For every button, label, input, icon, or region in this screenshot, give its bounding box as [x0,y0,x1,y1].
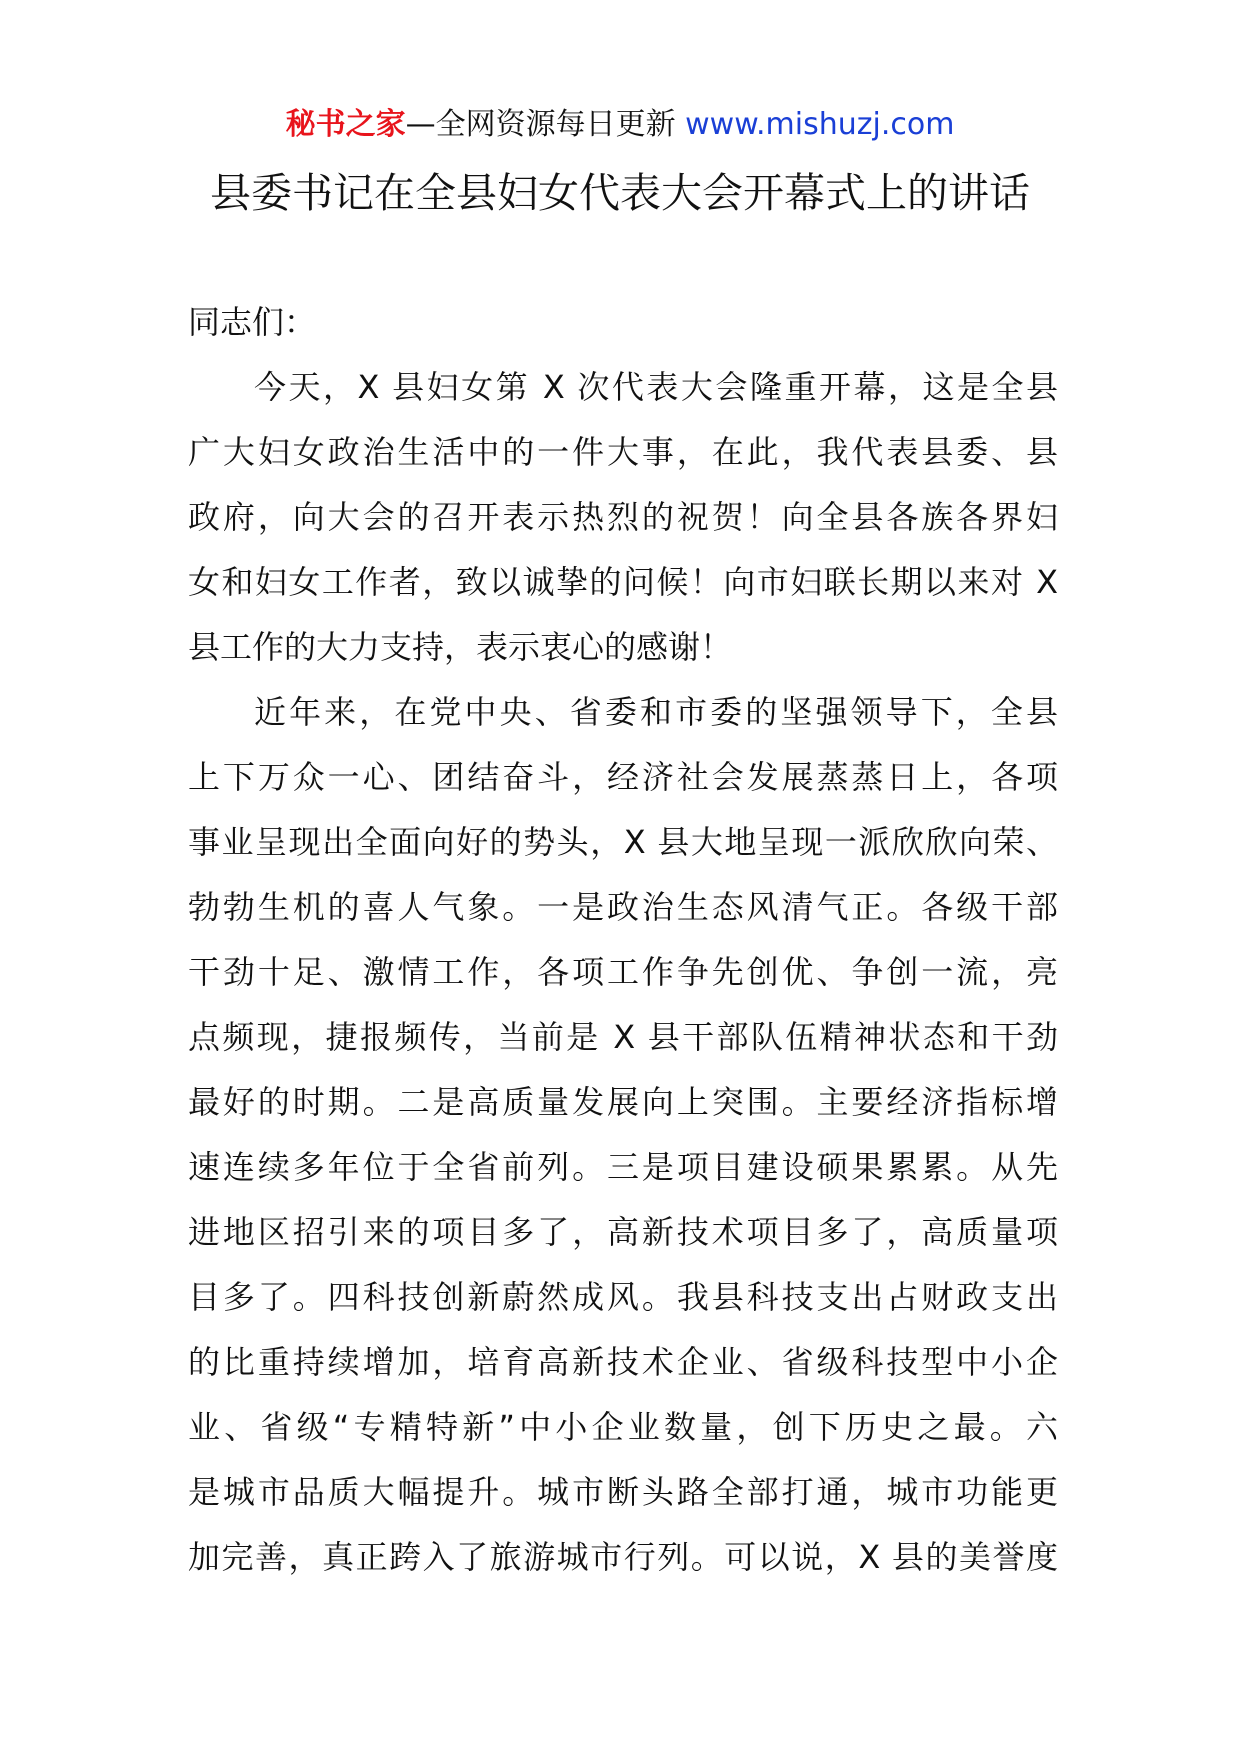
header-slogan: —全网资源每日更新 [405,107,686,142]
text-line: 今天，X 县妇女第 X 次代表大会隆重开幕，这是全县 [254,368,1058,406]
text-line: 的比重持续增加，培育高新技术企业、省级科技型中小企 [188,1343,1058,1381]
text-line: 女和妇女工作者，致以诚挚的问候！向市妇联长期以来对 X [188,563,1058,601]
text-line: 上下万众一心、团结奋斗，经济社会发展蒸蒸日上，各项 [188,758,1058,796]
text-line: 目多了。四科技创新蔚然成风。我县科技支出占财政支出 [188,1278,1058,1316]
text-line: 业、省级“专精特新”中小企业数量，创下历史之最。六 [188,1408,1058,1446]
text-line: 是城市品质大幅提升。城市断头路全部打通，城市功能更 [188,1473,1058,1511]
text-line: 政府，向大会的召开表示热烈的祝贺！向全县各族各界妇 [188,498,1058,536]
text-line: 最好的时期。二是高质量发展向上突围。主要经济指标增 [188,1083,1058,1121]
text-line: 勃勃生机的喜人气象。一是政治生态风清气正。各级干部 [188,888,1058,926]
text-line: 点频现，捷报频传，当前是 X 县干部队伍精神状态和干劲 [188,1018,1058,1056]
site-url: www.mishuzj.com [685,107,955,142]
text-line: 速连续多年位于全省前列。三是项目建设硕果累累。从先 [188,1148,1058,1186]
text-line: 县工作的大力支持，表示衷心的感谢！ [188,628,733,666]
brand-name: 秘书之家 [285,107,406,142]
text-line: 同志们： [188,303,317,341]
text-line: 近年来，在党中央、省委和市委的坚强领导下，全县 [254,693,1058,731]
text-line: 加完善，真正跨入了旅游城市行列。可以说，X 县的美誉度 [188,1538,1058,1576]
document-title: 县委书记在全县妇女代表大会开幕式上的讲话 [210,169,1030,217]
watermark-header [0,100,1240,150]
text-line: 广大妇女政治生活中的一件大事，在此，我代表县委、县 [188,433,1058,471]
text-line: 干劲十足、激情工作，各项工作争先创优、争创一流，亮 [188,953,1058,991]
text-line: 进地区招引来的项目多了，高新技术项目多了，高质量项 [188,1213,1058,1251]
text-line: 事业呈现出全面向好的势头，X 县大地呈现一派欣欣向荣、 [188,823,1058,861]
document-body [188,290,1058,1590]
